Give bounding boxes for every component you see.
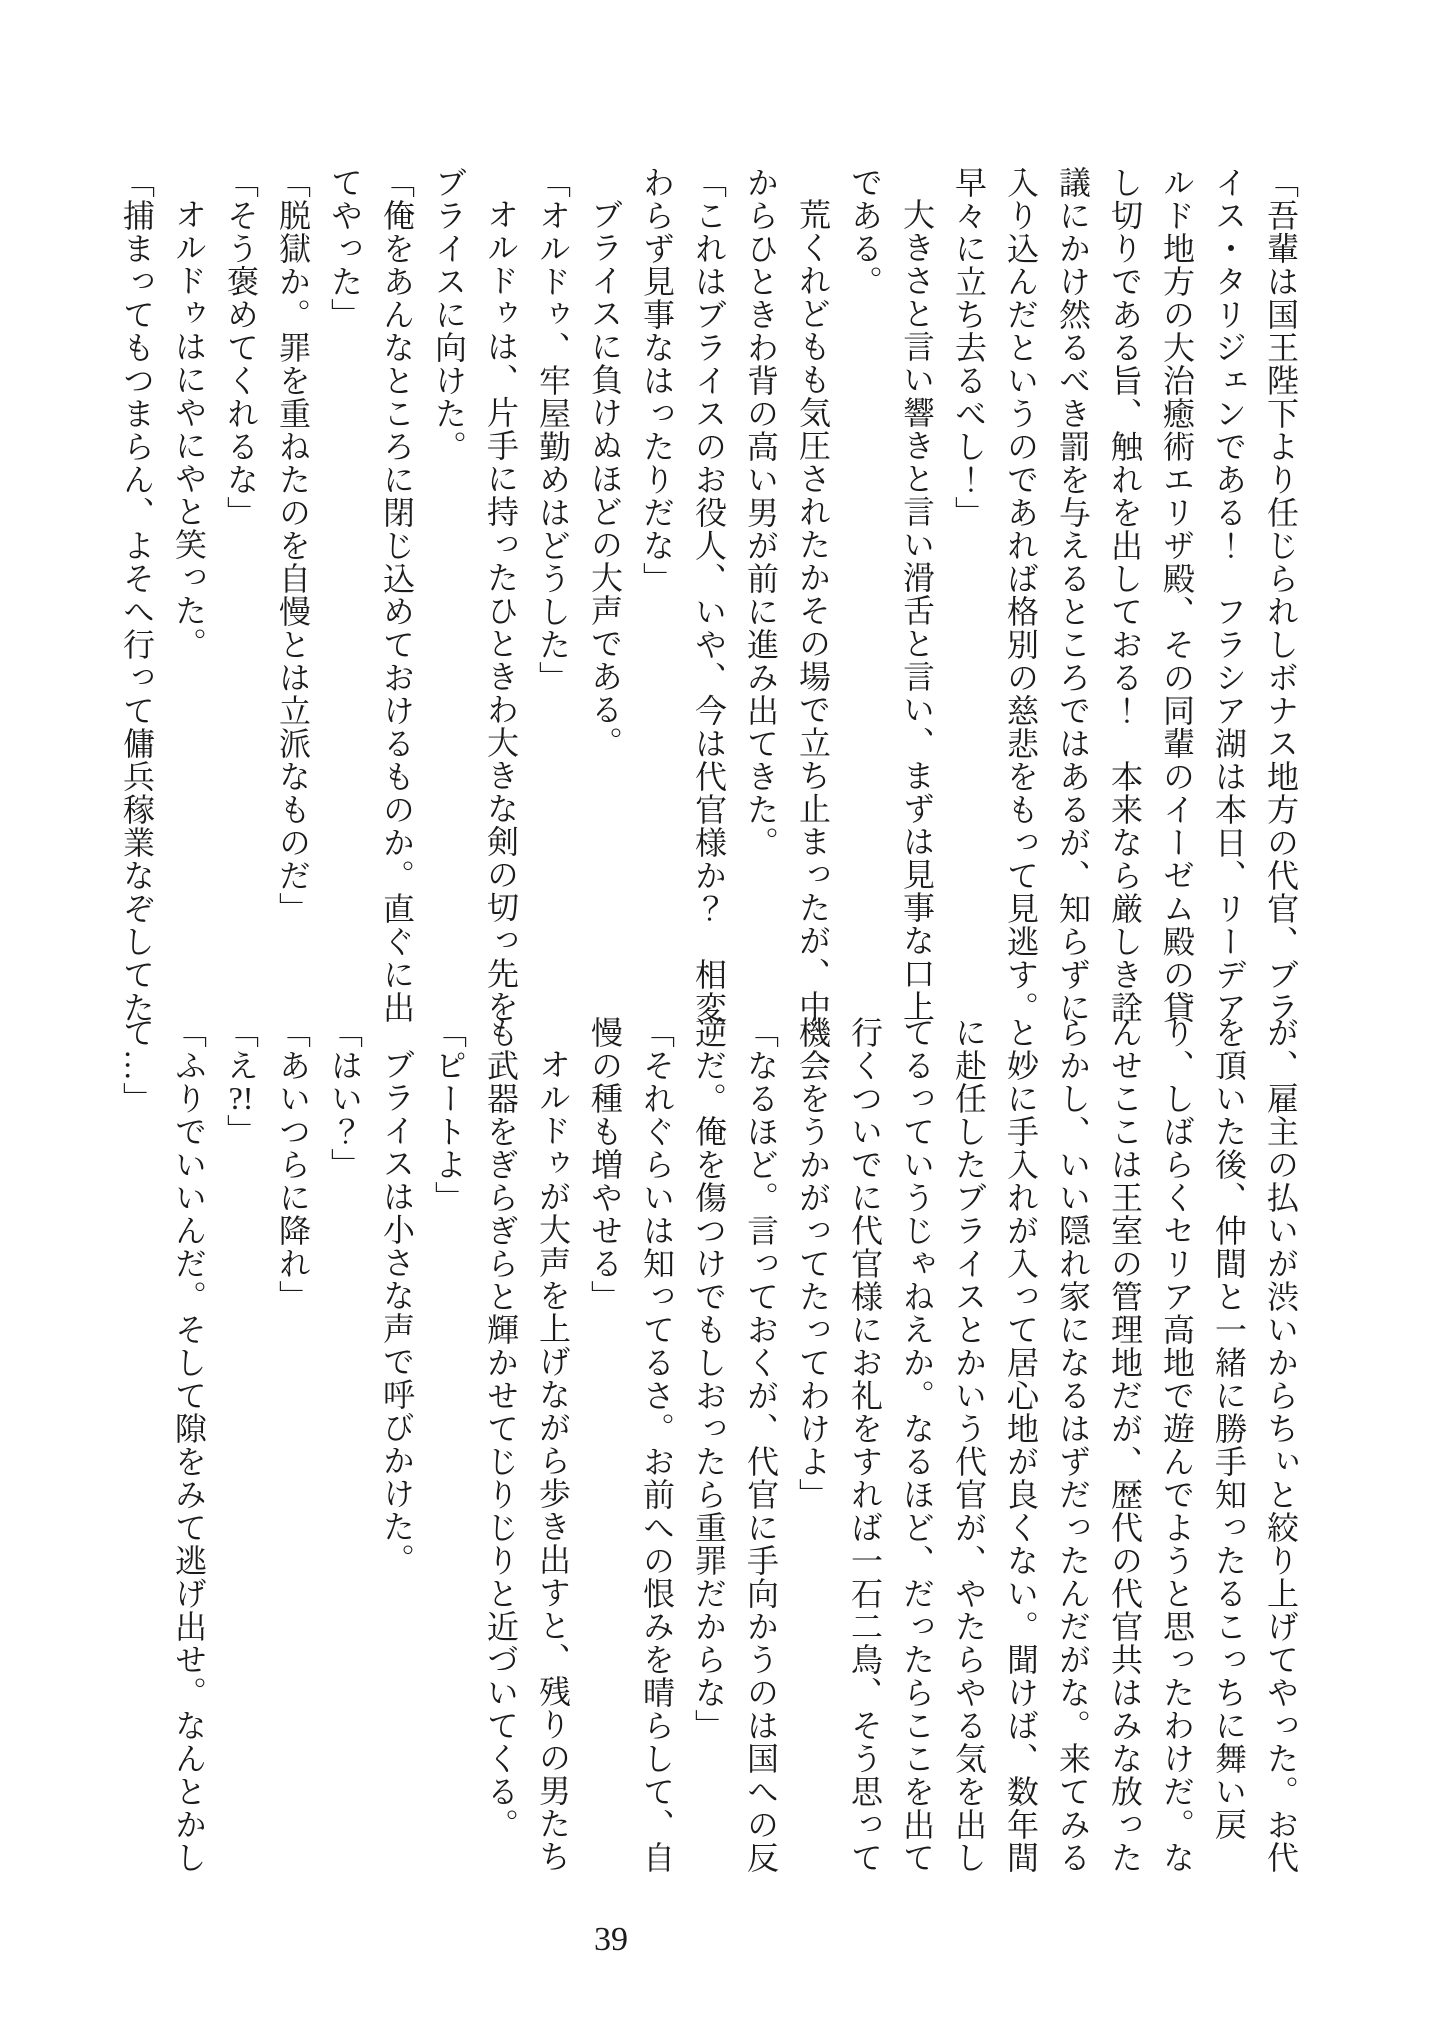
paragraph: ブライスは小さな声で呼びかけた。: [379, 1048, 415, 1576]
paragraph: ブライスに負けぬほどの大声である。: [587, 198, 623, 759]
paragraph: 「そう褒めてくれるな」: [223, 166, 259, 529]
paragraph: 「ピートよ」: [431, 1016, 467, 1214]
paragraph: 「なるほど。言っておくが、代官に手向かうのは国への反逆だ。俺を傷つけでもしおったら重罪だからな」: [691, 1016, 779, 1874]
paragraph: 「それぐらいは知ってるさ。お前への恨みを晴らして、自慢の種も増やせる」: [587, 1016, 675, 1874]
paragraph: 「オルドゥ、牢屋勤めはどうした」: [535, 166, 571, 694]
paragraph: 「捕まってもつまらん、よそへ行って傭兵稼業なぞしてた: [119, 166, 155, 1024]
paragraph: 荒くれどもも気圧されたかその場で立ち止まったが、中からひときわ背の高い男が前に進み出てきた。: [743, 166, 831, 1023]
paragraph: 大きさと言い響きと言い滑舌と言い、まずは見事な口上である。: [847, 166, 935, 1023]
paragraph: 「俺をあんなところに閉じ込めておけるものか。直ぐに出てやった」: [327, 166, 415, 1024]
paragraph: オルドゥはにやにやと笑った。: [171, 198, 207, 660]
paragraph: 「あいつらに降れ」: [275, 1016, 311, 1313]
paragraph: 「え?!」: [223, 1016, 259, 1147]
paragraph: 「吾輩は国王陛下より任じられしボナス地方の代官、ブライス・タリジェンである！ フラシア湖は本日、リーデアルド地方の大治癒術エリザ殿、その同輩のイーゼム殿の貸し切りである旨、触れを出しておる！ 本来なら厳しき詮議にかけ然るべき罰を与えるところではあるが、知らずに入り込んだというのであれば格別の慈悲をもって見逃す。早々に立ち去るべし！」: [951, 166, 1299, 1024]
text-block-top: [111, 166, 1307, 1028]
page-number: 39: [594, 1921, 628, 1958]
paragraph: 「はい？」: [327, 1016, 363, 1181]
tate-chu-yoko: ?!: [228, 1082, 254, 1114]
paragraph: 「脱獄か。罪を重ねたのを自慢とは立派なものだ」: [275, 166, 311, 925]
paragraph: 「これはブライスのお役人、いや、今は代官様か？ 相変わらず見事なはったりだな」: [639, 166, 727, 1024]
paragraph: オルドゥは、片手に持ったひときわ大きな剣の切っ先をブライスに向けた。: [431, 166, 519, 1023]
paragraph: が、雇主の払いが渋いからちぃと絞り上げてやった。お代を頂いた後、仲間と一緒に勝手知ったるこっちに舞い戻り、しばらくセリア高地で遊んでようと思ったわけだ。なんせここは王室の管理地だが、歴代の代官共はみな放ったらかし、いい隠れ家になるはずだったんだがな。来てみると妙に手入れが入って居心地が良くない。聞けば、数年間に赴任したブライスとかいう代官が、やたらやる気を出してるっていうじゃねえか。なるほど、だったらここを出て行くついでに代官様にお礼をすれば一石二鳥、そう思って機会をうかがってたってわけよ」: [795, 1016, 1299, 1874]
paragraph: 「ふりでいいんだ。そして隙をみて逃げ出せ。なんとかして…」: [119, 1016, 207, 1874]
text-block-bottom: [111, 1016, 1307, 1878]
paragraph: オルドゥが大声を上げながら歩き出すと、残りの男たちも武器をぎらぎらと輝かせてじりじりと近づいてくる。: [483, 1016, 571, 1873]
